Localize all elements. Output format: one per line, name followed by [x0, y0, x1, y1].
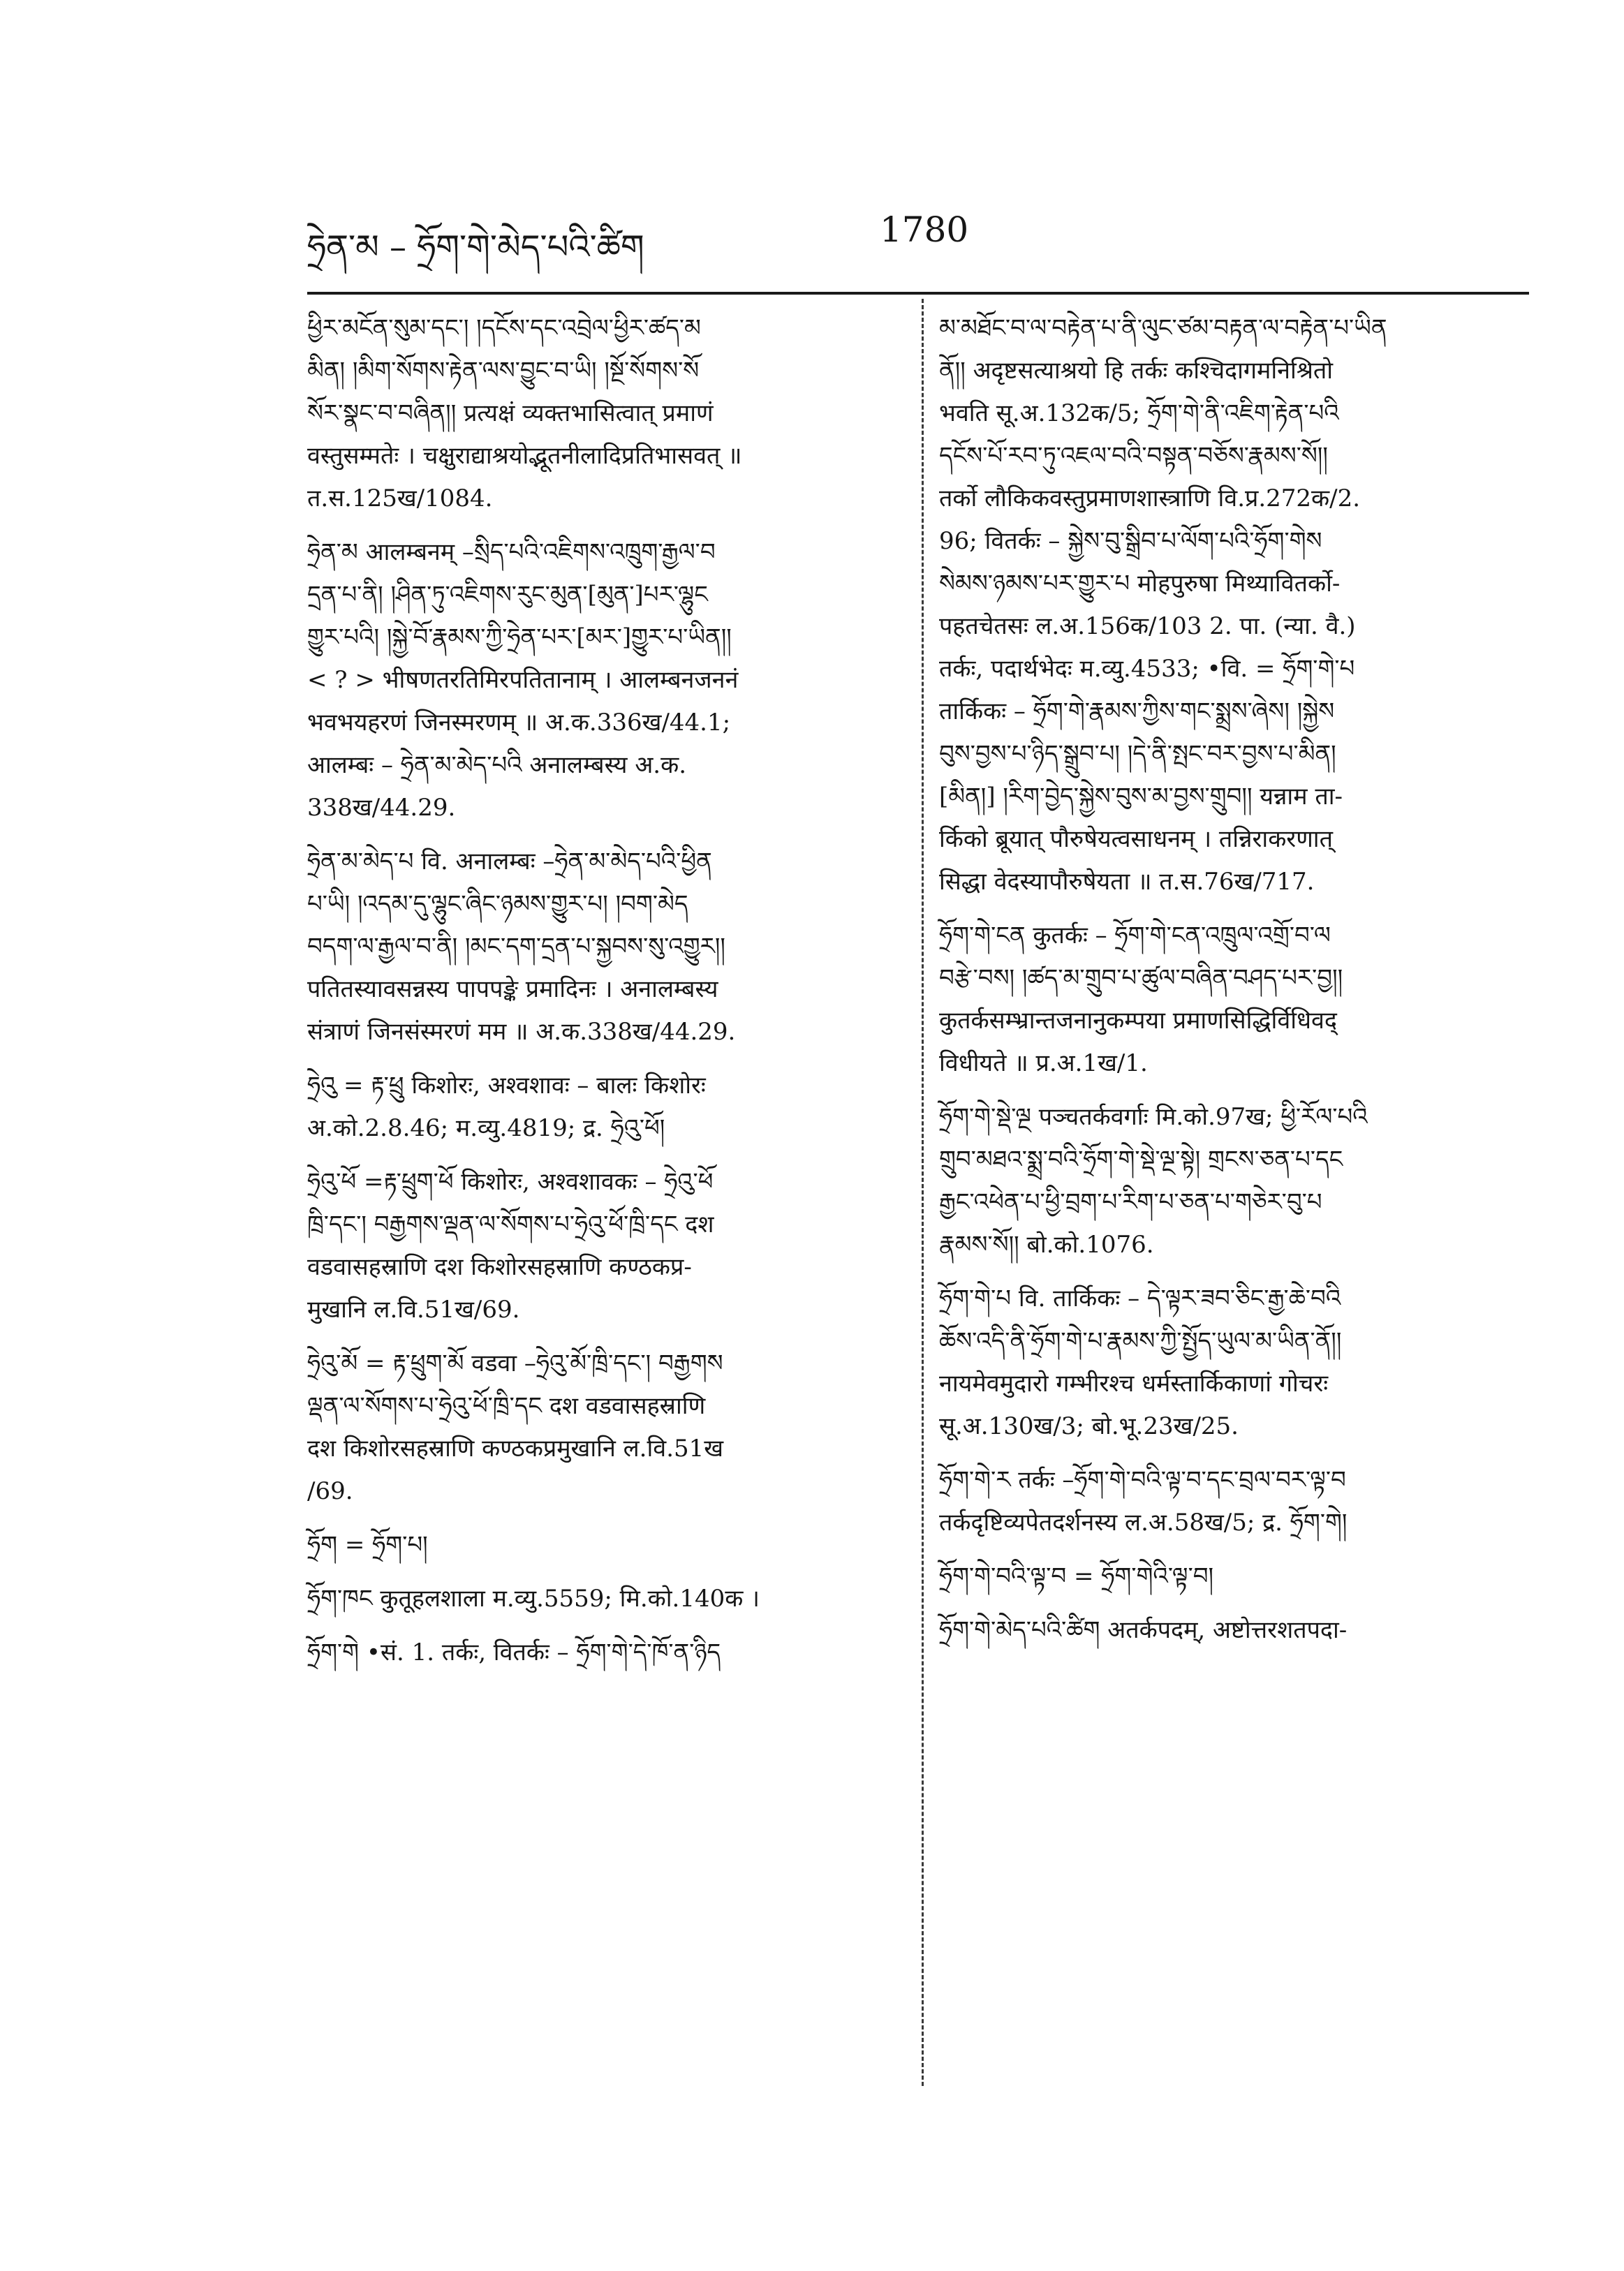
entry-headword-line: ཧྲོག = ཧྲོག་པ།: [307, 1531, 428, 1559]
entry-line: भवति सू.अ.132क/5; ཧྲོག་གེ་ནི་འཇིག་རྟེན་པའི: [939, 399, 1339, 427]
dictionary-entry: [307, 1524, 908, 1567]
entry-line: དྲན་པ་ནི། །ཤིན་ཏུ་འཇིགས་རུང་མུན་[མུན་]པར་ལྷུང: [307, 581, 708, 609]
dictionary-entry: [939, 915, 1529, 1085]
right-column: [939, 307, 1529, 2094]
entry-line: ལྡན་ལ་སོགས་པ་ཧྲེའུ་ཕོ་ཁྲི་དང दश वडवासहस्राणि: [307, 1392, 706, 1420]
entry-line: བུས་བྱས་པ་ཉིད་སྒྲུབ་པ། །དེ་ནི་སྤང་བར་བྱས་པ་མིན།: [939, 740, 1336, 768]
entry-line: भवभयहरणं जिनस्मरणम् ॥ अ.क.336ख/44.1;: [307, 709, 731, 737]
entry-line: ནོ།། अदृष्टसत्याश्रयो हि तर्कः कश्चिदागमनिश्रितो: [939, 357, 1334, 385]
entry-line: सिद्धा वेदस्यापौरुषेयता ॥ त.स.76ख/717.: [939, 868, 1315, 896]
entry-line: आलम्बः – ཧྲེན་མ་མེད་པའི अनालम्बस्य अ.क.: [307, 751, 687, 779]
dictionary-entry: [939, 307, 1529, 903]
entry-line: དངོས་པོ་རབ་ཏུ་འཇལ་བའི་བསྟན་བཅོས་རྣམས་སོ།།: [939, 442, 1328, 470]
page-number: 1780: [880, 209, 969, 250]
entry-line: तर्कः, पदार्थभेदः म.व्यु.4533; •वि. = ཧྲོག་གེ་པ: [939, 655, 1355, 683]
entry-headword-line: ཧྲོག་གེ་མེད་པའི་ཚིག अतर्कपदम्, अष्टोत्तरशतपदा-: [939, 1616, 1348, 1644]
entry-line: [མིན།] །རིག་བྱེད་སྐྱེས་བུས་མ་བྱས་གྲུབ།། यन्नाम ता-: [939, 783, 1343, 811]
entry-line: अ.को.2.8.46; म.व्यु.4819; द्र. ཧྲེའུ་ཕོ།: [307, 1114, 665, 1142]
dictionary-entry: [939, 1096, 1529, 1266]
entry-headword-line: ཧྲོག་གེ་སྡེ་ལྔ पञ्चतर्कवर्गाः मि.को.97ख; ཕྱི་རོལ་པའི: [939, 1103, 1368, 1131]
entry-line: तर्कदृष्टिव्यपेतदर्शनस्य ल.अ.58ख/5; द्र. ཧྲོག་གེ།: [939, 1509, 1348, 1537]
entry-line: सू.अ.130ख/3; बो.भू.23ख/25.: [939, 1412, 1239, 1440]
entry-line: /69.: [307, 1477, 353, 1505]
entry-headword-line: ཧྲོག་གེ་ངན कुतर्कः – ཧྲོག་གེ་ངན་འཁྲུལ་འགྲོ་བ་ལ: [939, 922, 1331, 949]
entry-line: གྲུབ་མཐའ་སྨྲ་བའི་ཧྲོག་གེ་སྡེ་ལྔ་སྟེ། གྲངས་ཅན་པ་དང: [939, 1146, 1343, 1174]
dictionary-entry: [307, 1342, 908, 1513]
entry-line: र्किको ब्रूयात् पौरुषेयत्वसाधनम् । तन्निराकरणात्: [939, 825, 1333, 853]
entry-headword-line: ཧྲོག་གེ •सं. 1. तर्कः, वितर्कः – ཧྲོག་གེ་དེ་ཁོ་ན་ཉིད: [307, 1638, 721, 1666]
entry-line: བརྩེ་བས། །ཚད་མ་གྲུབ་པ་ཚུལ་བཞིན་བཤད་པར་བྱ།།: [939, 964, 1343, 992]
entry-headword-line: མ་མཐོང་བ་ལ་བརྟེན་པ་ནི་ལུང་ཙམ་བརྟན་ལ་བརྟེན་པ་ཡིན: [939, 314, 1387, 342]
entry-line: སེམས་ཉམས་པར་གྱུར་པ मोहपुरुषा मिथ्यावितर्को-: [939, 570, 1341, 598]
entry-line: कुतर्कसम्भ्रान्तजनानुकम्पया प्रमाणसिद्धिर्विधिवद्: [939, 1007, 1337, 1035]
dictionary-entry: [307, 1161, 908, 1331]
page-header: [307, 209, 1529, 265]
entry-line: སོར་སྣང་བ་བཞིན།། प्रत्यक्षं व्यक्तभासित्वात् प्रमाणं: [307, 399, 714, 427]
entry-line: तार्किकः – ཧྲོག་གེ་རྣམས་ཀྱིས་གང་སྨྲས་ཞེས། །སྐྱེས: [939, 697, 1335, 725]
dictionary-entry: [939, 1609, 1529, 1652]
entry-line: བདག་ལ་རྒྱལ་བ་ནི། །མང་དག་དྲན་པ་སྐྱབས་སུ་འགྱུར།།: [307, 933, 725, 961]
entry-headword-line: ཧྲེའུ་ཕོ =རྟ་ཕྲུག་ཕོ किशोरः, अश्वशावकः – ཧྲེའུ་ཕོ: [307, 1168, 714, 1196]
entry-headword-line: ཧྲོག་གེ་པ वि. तार्किकः – དེ་ལྟར་ཟབ་ཅིང་རྒྱ་ཆེ་བའི: [939, 1285, 1341, 1312]
dictionary-entry: [939, 1278, 1529, 1448]
entry-headword-line: ཕྱིར་མངོན་སུམ་དང་། །དངོས་དང་འབྲེལ་ཕྱིར་ཚད་མ: [307, 314, 701, 342]
dictionary-entry: [939, 1555, 1529, 1598]
entry-line: ཁྲི་དང་། བརྒྱགས་ལྡན་ལ་སོགས་པ་ཧྲེའུ་ཕོ་ཁྲི་དང दश: [307, 1211, 714, 1238]
entry-line: तर्को लौकिकवस्तुप्रमाणशास्त्राणि वि.प्र.272क/2.: [939, 484, 1361, 512]
entry-line: < ? > भीषणतरतिमिरपतितानाम् । आलम्बनजननं: [307, 666, 739, 694]
dictionary-entry: [307, 1632, 908, 1674]
entry-headword-line: ཧྲོག་གེ་ར तर्कः –ཧྲོག་གེ་བའི་ལྟ་བ་དང་བྲལ་བར་ལྟ་བ: [939, 1466, 1346, 1494]
entry-line: 338ख/44.29.: [307, 794, 456, 822]
entry-line: ཆོས་འདི་ནི་ཧྲོག་གེ་པ་རྣམས་ཀྱི་སྤྱོད་ཡུལ་མ་ཡིན་ནོ།།: [939, 1327, 1342, 1355]
entry-headword-line: ཧྲེན་མ आलम्बनम् –སྲིད་པའི་འཇིགས་འཁྲུག་རྒྱལ་བ: [307, 538, 716, 566]
entry-line: वडवासहस्राणि दश किशोरसहस्राणि कण्ठकप्र-: [307, 1253, 692, 1281]
entry-line: मुखानि ल.वि.51ख/69.: [307, 1296, 520, 1324]
entry-line: 96; वितर्कः – སྐྱེས་བུ་སྒྲིབ་པ་ལོག་པའི་ཧྲོག་གེས: [939, 527, 1322, 555]
running-head: ཧྲེན་མ – ཧྲོག་གེ་མེད་པའི་ཚིག: [307, 228, 644, 267]
dictionary-entry: [307, 1578, 908, 1620]
entry-line: पतितस्यावसन्नस्य पापपङ्के प्रमादिनः । अनालम्बस्य: [307, 975, 718, 1003]
entry-headword-line: ཧྲོག་གེ་བའི་ལྟ་བ = ཧྲོག་གེའི་ལྟ་བ།: [939, 1562, 1214, 1590]
entry-line: वस्तुसम्मतेः । चक्षुराद्याश्रयोद्भूतनीलादिप्रतिभासवत् ॥: [307, 442, 742, 470]
entry-headword-line: ཧྲེའུ་མོ = རྟ་ཕྲུག་མོ वडवा –ཧྲེའུ་མོ་ཁྲི་དང་། བརྒྱགས: [307, 1349, 723, 1377]
entry-line: པ་ཡི། །འདམ་དུ་ལྷུང་ཞིང་ཉམས་གྱུར་པ། །བག་མེད: [307, 890, 688, 918]
entry-line: विधीयते ॥ प्र.अ.1ख/1.: [939, 1049, 1148, 1077]
dictionary-entry: [307, 841, 908, 1053]
column-divider: [922, 299, 924, 2086]
dictionary-entry: [307, 531, 908, 829]
entry-line: पहतचेतसः ल.अ.156क/103 2. पा. (न्या. वै.): [939, 612, 1356, 640]
entry-line: གྱུར་པའི། །སྐྱེ་བོ་རྣམས་ཀྱི་ཧྲེན་པར་[མར་]གྱུར་པ་ཡིན།།: [307, 623, 732, 651]
dictionary-entry: [307, 1065, 908, 1150]
dictionary-entry: [939, 1459, 1529, 1544]
entry-line: दश किशोरसहस्राणि कण्ठकप्रमुखानि ल.वि.51ख: [307, 1435, 724, 1463]
entry-line: संत्राणं जिनसंस्मरणं मम ॥ अ.क.338ख/44.29.: [307, 1018, 736, 1046]
entry-line: མིན། །མིག་སོགས་རྟེན་ལས་བྱུང་བ་ཡི། །སྔོ་སོགས་སོ: [307, 357, 700, 385]
header-rule: [307, 292, 1529, 295]
entry-line: नायमेवमुदारो गम्भीरश्च धर्मस्तार्किकाणां गोचरः: [939, 1370, 1329, 1398]
left-column: [307, 307, 908, 2094]
entry-headword-line: ཧྲེན་མ་མེད་པ वि. अनालम्बः –ཧྲེན་མ་མེད་པའི་ཕྱིན: [307, 848, 712, 875]
entry-headword-line: ཧྲེའུ = རྟ་ཕྲུ किशोरः, अश्वशावः – बालः किशोरः: [307, 1072, 706, 1100]
entry-line: त.स.125ख/1084.: [307, 484, 493, 512]
dictionary-entry: [307, 307, 908, 520]
entry-line: རྣམས་སོ།། बो.को.1076.: [939, 1231, 1154, 1259]
entry-headword-line: ཧྲོག་ཁང कुतूहलशाला म.व्यु.5559; मि.को.140क ।: [307, 1585, 760, 1613]
entry-line: རྒྱང་འཕེན་པ་ཕྱི་བྲག་པ་རིག་པ་ཅན་པ་གཅེར་བུ་པ: [939, 1188, 1322, 1216]
